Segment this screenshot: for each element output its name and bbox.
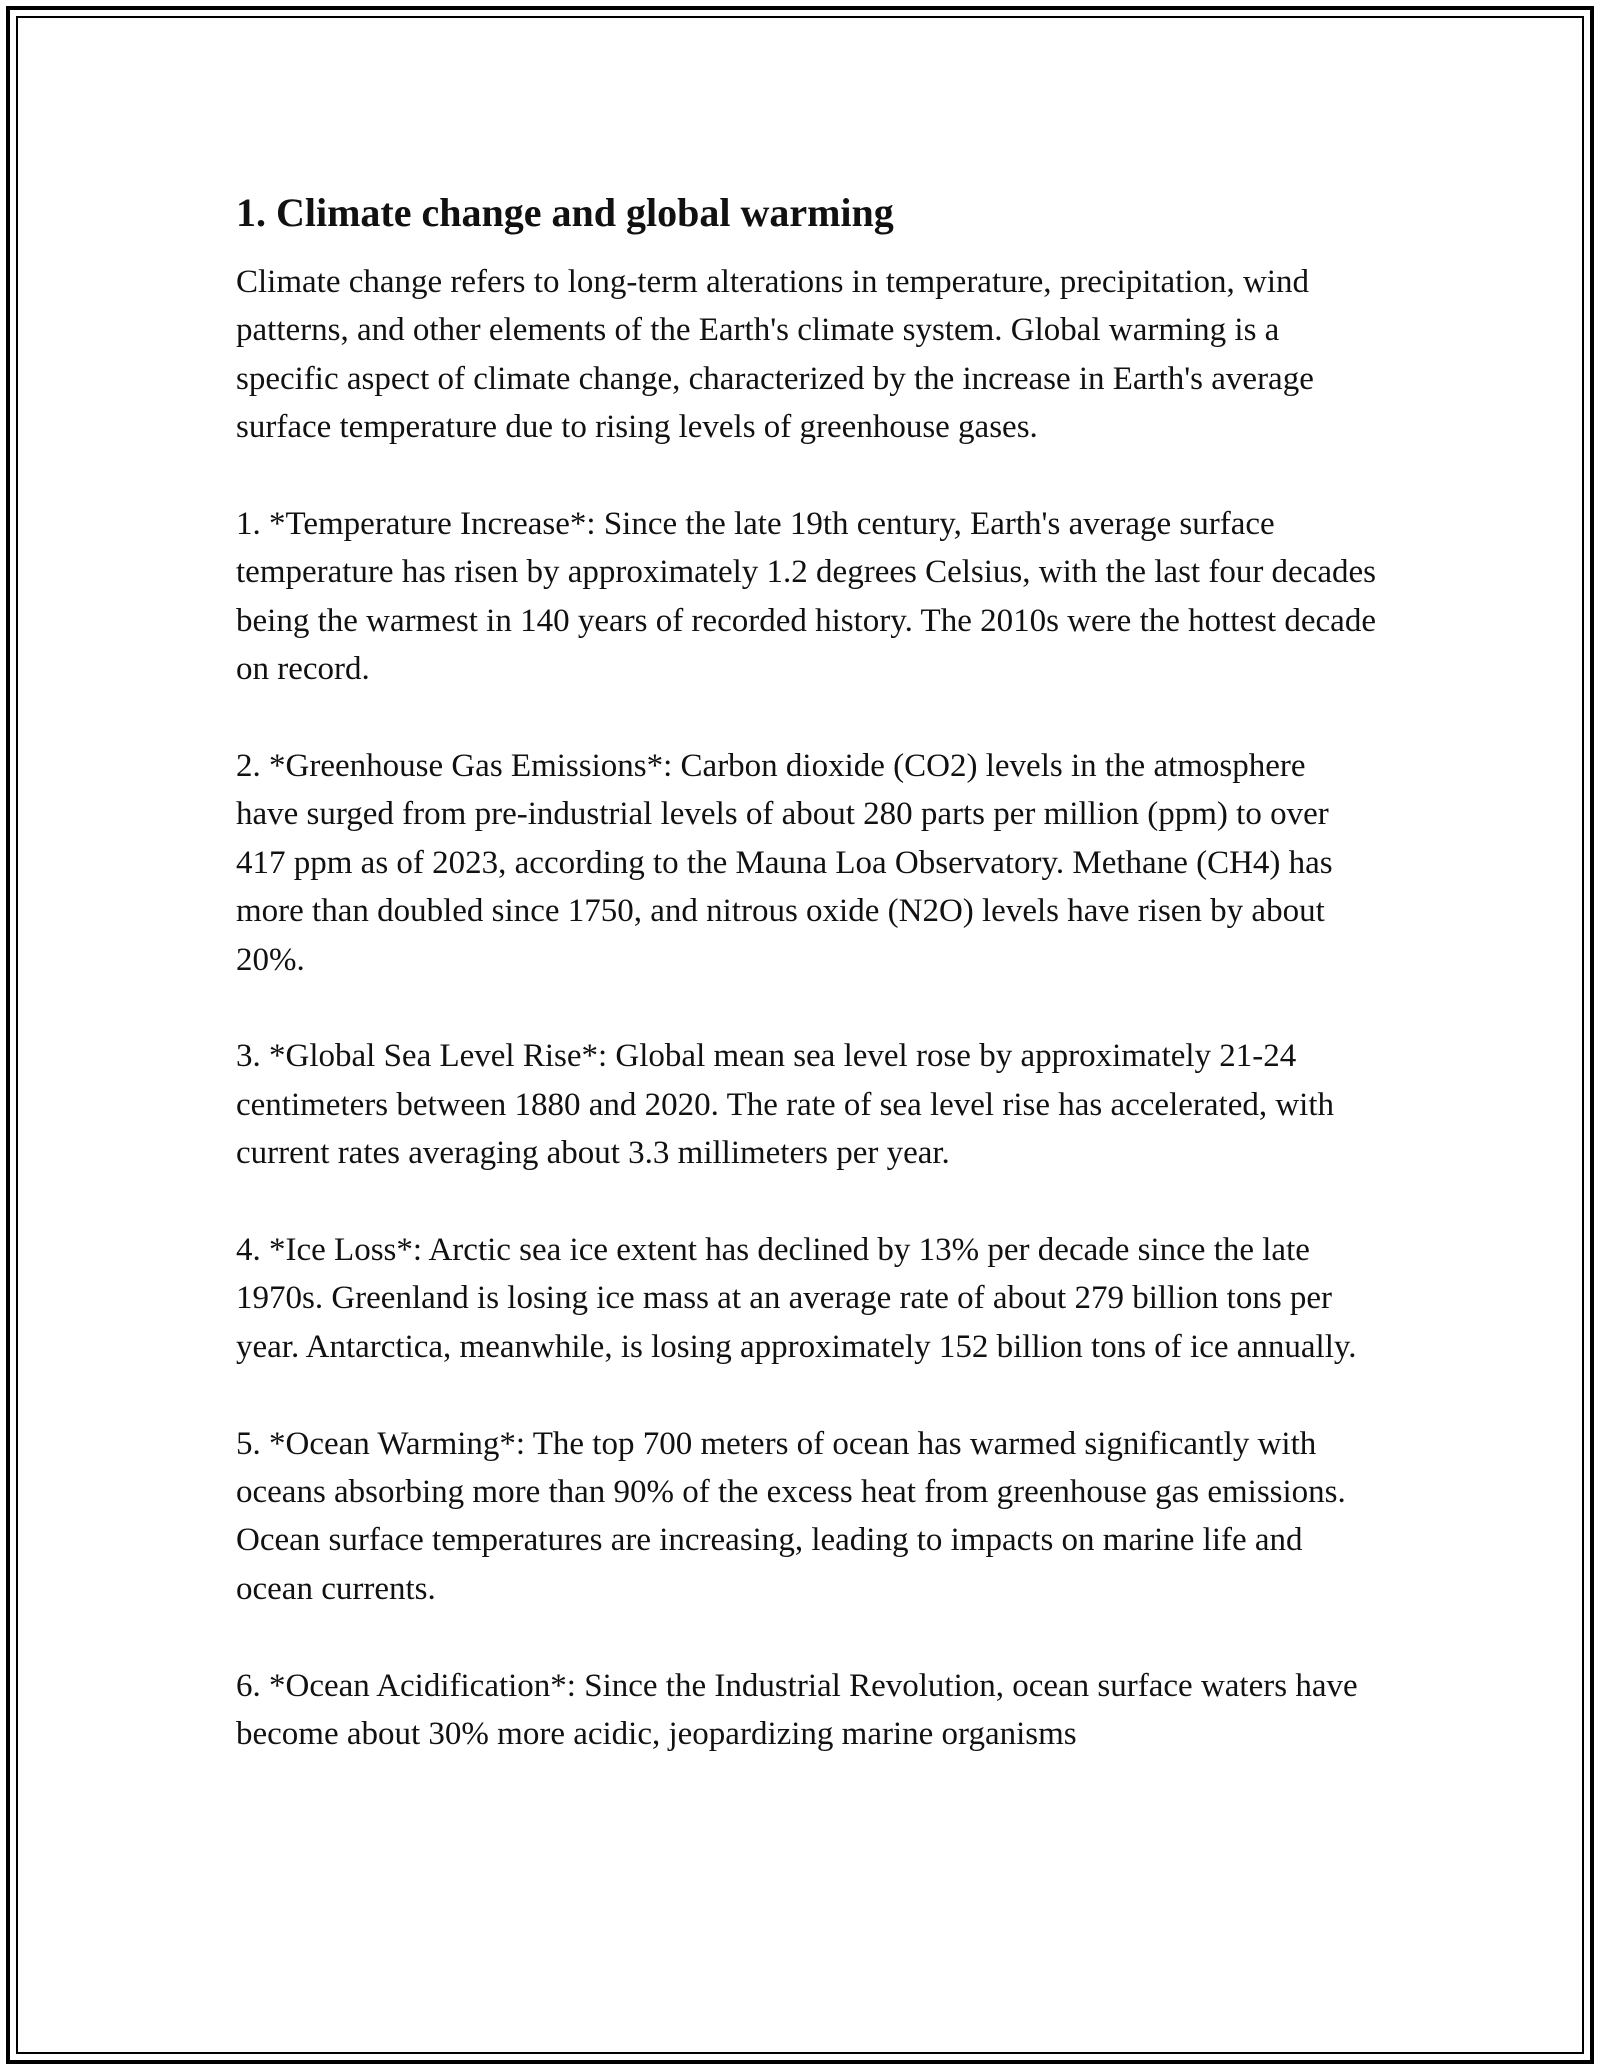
document-body (236, 186, 1376, 1807)
intro-paragraph: Climate change refers to long-term alterations in temperature, precipitation, wind patterns, and other elements of the Earth's climate system. Global warming is a specific aspect of climate change, characterized by the increase in Earth's average surface temperature due to rising levels of greenhouse gases. (236, 264, 1314, 446)
point-greenhouse-gas-emissions: 2. *Greenhouse Gas Emissions*: Carbon dioxide (CO2) levels in the atmosphere have surged from pre-industrial levels of about 280 parts per million (ppm) to over 417 ppm as of 2023, according to the Mauna Loa Observatory. Methane (CH4) has more than doubled since 1750, and nitrous oxide (N2O) levels have risen by about 20%. (236, 748, 1333, 978)
point-ice-loss: 4. *Ice Loss*: Arctic sea ice extent has declined by 13% per decade since the late 1970s. Greenland is losing ice mass at an average rate of about 279 billion tons per year. Antarctica, meanwhile, is losing approximately 152 billion tons of ice annually. (236, 1232, 1357, 1365)
point-temperature-increase: 1. *Temperature Increase*: Since the late 19th century, Earth's average surface temperature has risen by approximately 1.2 degrees Celsius, with the last four decades being the warmest in 140 years of recorded history. The 2010s were the hottest decade on record. (236, 506, 1376, 688)
section-heading: 1. Climate change and global warming (236, 190, 894, 235)
point-ocean-warming: 5. *Ocean Warming*: The top 700 meters of ocean has warmed significantly with oceans absorbing more than 90% of the excess heat from greenhouse gas emissions. Ocean surface temperatures are increasing, leading to impacts on marine life and ocean currents. (236, 1425, 1346, 1607)
point-sea-level-rise: 3. *Global Sea Level Rise*: Global mean sea level rose by approximately 21-24 centimeters between 1880 and 2020. The rate of sea level rise has accelerated, with current rates averaging about 3.3 millimeters per year. (236, 1038, 1335, 1172)
point-ocean-acidification: 6. *Ocean Acidification*: Since the Industrial Revolution, ocean surface waters have become about 30% more acidic, jeopardizing marine organisms (236, 1667, 1358, 1753)
